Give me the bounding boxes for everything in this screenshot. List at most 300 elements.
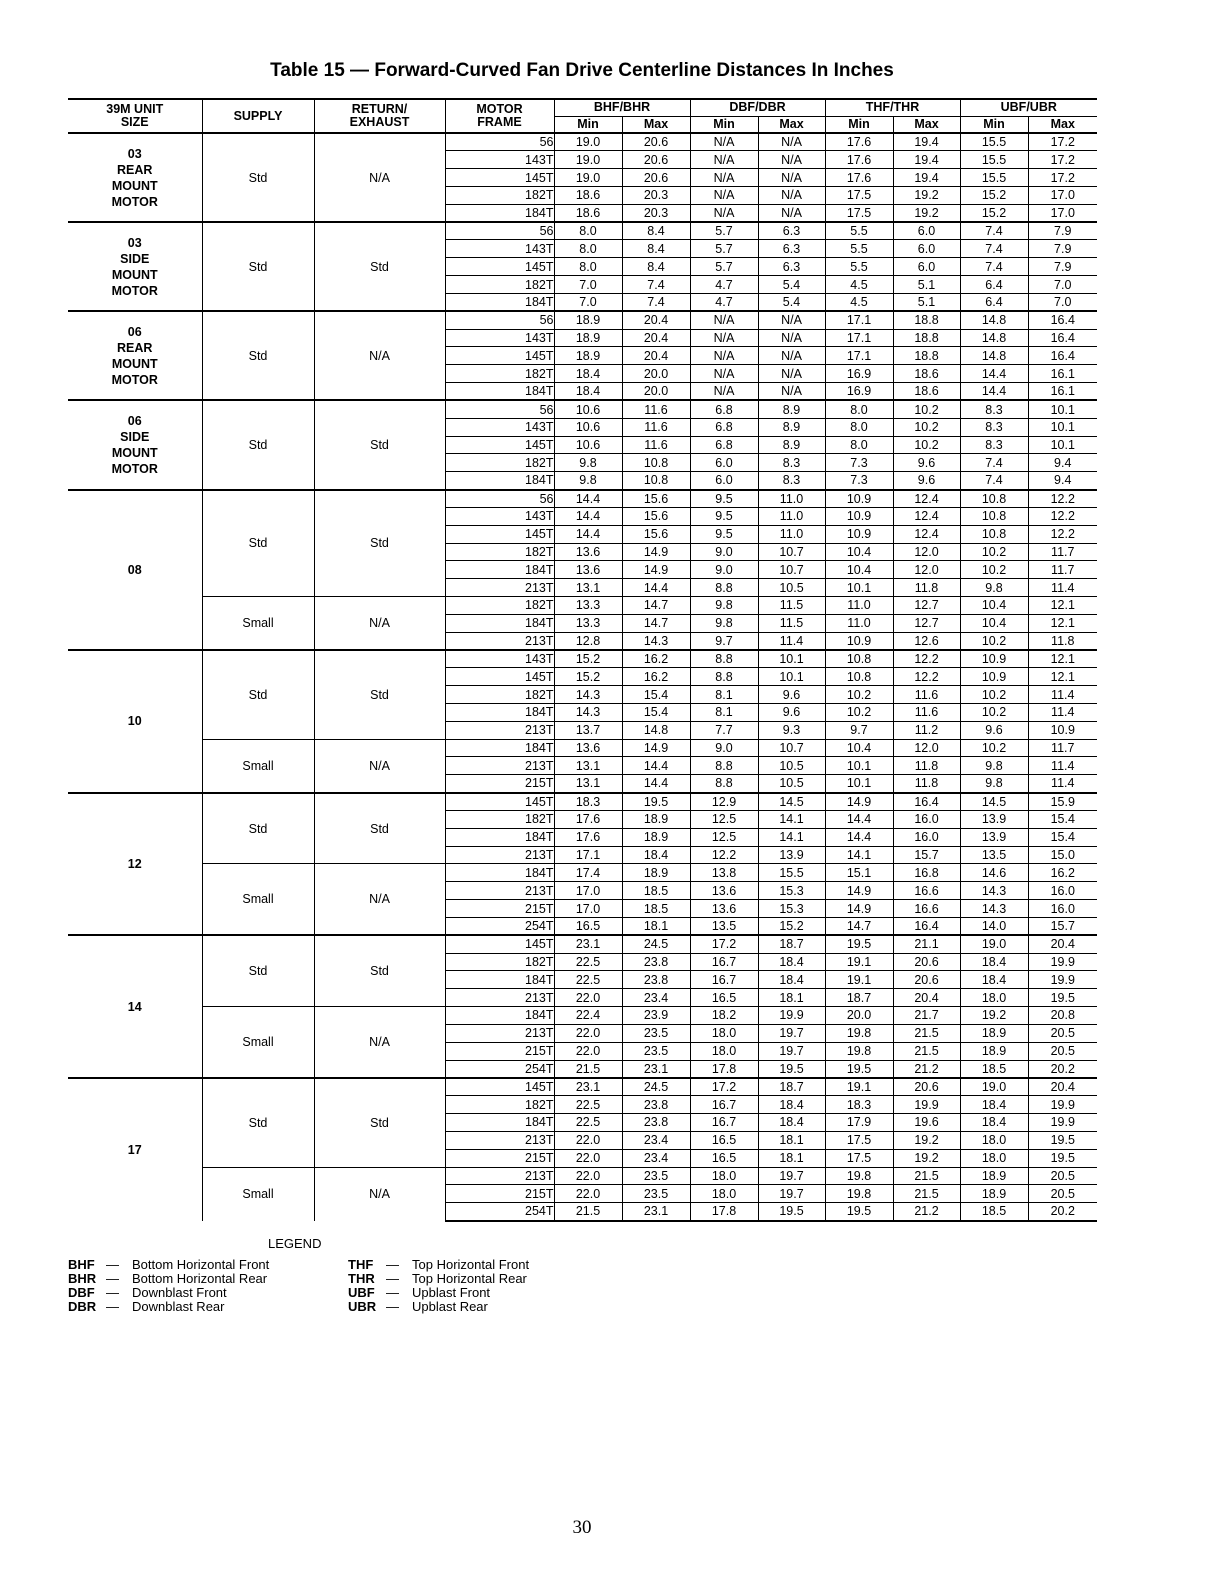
value-cell: 14.1 bbox=[825, 846, 893, 864]
value-cell: 13.1 bbox=[554, 757, 622, 775]
value-cell: 21.5 bbox=[554, 1060, 622, 1078]
value-cell: 17.6 bbox=[825, 151, 893, 169]
value-cell: 9.6 bbox=[758, 686, 825, 704]
value-cell: 10.4 bbox=[825, 543, 893, 561]
value-cell: 5.5 bbox=[825, 240, 893, 258]
value-cell: 10.9 bbox=[825, 507, 893, 525]
motor-frame-cell: 143T bbox=[445, 418, 554, 436]
value-cell: 18.6 bbox=[893, 365, 960, 383]
motor-frame-cell: 56 bbox=[445, 311, 554, 329]
value-cell: 18.4 bbox=[960, 1096, 1028, 1114]
value-cell: 9.8 bbox=[554, 454, 622, 472]
value-cell: 8.8 bbox=[690, 650, 758, 668]
value-cell: 10.4 bbox=[825, 561, 893, 579]
value-cell: 8.8 bbox=[690, 668, 758, 686]
value-cell: 20.4 bbox=[622, 311, 690, 329]
motor-frame-cell: 213T bbox=[445, 721, 554, 739]
motor-frame-cell: 184T bbox=[445, 828, 554, 846]
motor-frame-cell: 215T bbox=[445, 900, 554, 918]
legend-text: Top Horizontal Front bbox=[412, 1257, 530, 1272]
value-cell: 7.9 bbox=[1028, 258, 1097, 276]
value-cell: 10.2 bbox=[960, 561, 1028, 579]
value-cell: 8.3 bbox=[758, 472, 825, 490]
return-exhaust-cell: N/A bbox=[314, 1167, 445, 1220]
motor-frame-cell: 213T bbox=[445, 1167, 554, 1185]
value-cell: 6.0 bbox=[893, 258, 960, 276]
value-cell: 18.0 bbox=[690, 1167, 758, 1185]
value-cell: 4.7 bbox=[690, 293, 758, 311]
value-cell: 14.8 bbox=[622, 721, 690, 739]
value-cell: 15.2 bbox=[554, 668, 622, 686]
value-cell: 13.1 bbox=[554, 579, 622, 597]
value-cell: 23.4 bbox=[622, 1149, 690, 1167]
value-cell: 18.0 bbox=[960, 1131, 1028, 1149]
value-cell: N/A bbox=[758, 383, 825, 401]
value-cell: 11.8 bbox=[893, 775, 960, 793]
value-cell: 17.6 bbox=[825, 169, 893, 187]
table-row bbox=[68, 222, 1097, 240]
value-cell: 18.9 bbox=[622, 810, 690, 828]
value-cell: 10.1 bbox=[1028, 400, 1097, 418]
motor-frame-cell: 184T bbox=[445, 383, 554, 401]
value-cell: 15.6 bbox=[622, 525, 690, 543]
value-cell: 18.4 bbox=[554, 383, 622, 401]
value-cell: 6.4 bbox=[960, 293, 1028, 311]
value-cell: 14.4 bbox=[960, 383, 1028, 401]
value-cell: 11.6 bbox=[622, 436, 690, 454]
value-cell: 22.0 bbox=[554, 1131, 622, 1149]
value-cell: 10.8 bbox=[960, 525, 1028, 543]
value-cell: 19.8 bbox=[825, 1042, 893, 1060]
value-cell: 9.5 bbox=[690, 507, 758, 525]
value-cell: 13.9 bbox=[758, 846, 825, 864]
value-cell: 6.8 bbox=[690, 436, 758, 454]
value-cell: 12.2 bbox=[1028, 490, 1097, 508]
value-cell: 14.7 bbox=[825, 917, 893, 935]
value-cell: N/A bbox=[758, 133, 825, 151]
value-cell: 10.9 bbox=[1028, 721, 1097, 739]
value-cell: 16.0 bbox=[1028, 900, 1097, 918]
value-cell: 17.1 bbox=[554, 846, 622, 864]
motor-frame-cell: 182T bbox=[445, 365, 554, 383]
motor-frame-cell: 184T bbox=[445, 561, 554, 579]
value-cell: 14.4 bbox=[622, 775, 690, 793]
value-cell: 14.4 bbox=[960, 365, 1028, 383]
value-cell: 8.9 bbox=[758, 418, 825, 436]
value-cell: 12.8 bbox=[554, 632, 622, 650]
value-cell: 19.2 bbox=[893, 1149, 960, 1167]
table-title: Table 15 — Forward-Curved Fan Drive Centerline Distances In Inches bbox=[270, 60, 894, 81]
value-cell: 19.7 bbox=[758, 1185, 825, 1203]
return-exhaust-cell: Std bbox=[314, 400, 445, 489]
value-cell: 21.5 bbox=[893, 1167, 960, 1185]
value-cell: 18.9 bbox=[554, 329, 622, 347]
value-cell: 18.5 bbox=[960, 1060, 1028, 1078]
motor-frame-cell: 213T bbox=[445, 989, 554, 1007]
value-cell: 19.0 bbox=[554, 151, 622, 169]
motor-frame-cell: 213T bbox=[445, 757, 554, 775]
value-cell: 18.0 bbox=[960, 1149, 1028, 1167]
value-cell: 8.4 bbox=[622, 240, 690, 258]
value-cell: 4.5 bbox=[825, 276, 893, 294]
value-cell: 19.9 bbox=[758, 1007, 825, 1025]
legend-dash: — bbox=[386, 1285, 399, 1300]
value-cell: 11.0 bbox=[825, 597, 893, 615]
motor-frame-cell: 56 bbox=[445, 400, 554, 418]
value-cell: 18.2 bbox=[690, 1007, 758, 1025]
return-exhaust-cell: Std bbox=[314, 1078, 445, 1167]
value-cell: 14.8 bbox=[960, 347, 1028, 365]
value-cell: 14.4 bbox=[825, 828, 893, 846]
value-cell: 20.6 bbox=[893, 953, 960, 971]
value-cell: 10.9 bbox=[960, 650, 1028, 668]
value-cell: 16.4 bbox=[893, 917, 960, 935]
value-cell: 18.9 bbox=[960, 1167, 1028, 1185]
value-cell: 9.6 bbox=[893, 472, 960, 490]
centerline-distance-table bbox=[68, 98, 1097, 1222]
value-cell: 11.0 bbox=[758, 490, 825, 508]
value-cell: 14.9 bbox=[825, 882, 893, 900]
return-exhaust-cell: Std bbox=[314, 793, 445, 864]
value-cell: 19.9 bbox=[893, 1096, 960, 1114]
header-min: Min bbox=[690, 116, 758, 133]
value-cell: N/A bbox=[690, 186, 758, 204]
value-cell: 14.3 bbox=[554, 704, 622, 722]
value-cell: 10.7 bbox=[758, 739, 825, 757]
value-cell: 17.2 bbox=[690, 1078, 758, 1096]
value-cell: 16.2 bbox=[622, 668, 690, 686]
value-cell: 7.0 bbox=[554, 293, 622, 311]
value-cell: 12.5 bbox=[690, 810, 758, 828]
value-cell: 10.1 bbox=[825, 757, 893, 775]
supply-cell: Std bbox=[202, 400, 314, 489]
motor-frame-cell: 56 bbox=[445, 222, 554, 240]
supply-cell: Std bbox=[202, 133, 314, 222]
value-cell: 20.6 bbox=[622, 151, 690, 169]
value-cell: 22.0 bbox=[554, 1024, 622, 1042]
value-cell: 8.1 bbox=[690, 704, 758, 722]
motor-frame-cell: 182T bbox=[445, 686, 554, 704]
value-cell: 5.7 bbox=[690, 222, 758, 240]
value-cell: 23.1 bbox=[622, 1203, 690, 1221]
value-cell: 10.4 bbox=[960, 597, 1028, 615]
value-cell: 9.6 bbox=[893, 454, 960, 472]
value-cell: 19.2 bbox=[960, 1007, 1028, 1025]
value-cell: 22.5 bbox=[554, 1096, 622, 1114]
unit-size-cell: 10 bbox=[68, 650, 202, 793]
value-cell: 5.1 bbox=[893, 293, 960, 311]
value-cell: 16.9 bbox=[825, 383, 893, 401]
value-cell: 12.1 bbox=[1028, 614, 1097, 632]
value-cell: 23.5 bbox=[622, 1185, 690, 1203]
value-cell: 20.5 bbox=[1028, 1024, 1097, 1042]
value-cell: 22.4 bbox=[554, 1007, 622, 1025]
value-cell: 14.8 bbox=[960, 311, 1028, 329]
value-cell: 19.7 bbox=[758, 1042, 825, 1060]
motor-frame-cell: 182T bbox=[445, 1096, 554, 1114]
table-row bbox=[68, 1078, 1097, 1096]
value-cell: 7.4 bbox=[622, 293, 690, 311]
value-cell: 18.9 bbox=[554, 311, 622, 329]
header-supply: SUPPLY bbox=[202, 99, 314, 133]
value-cell: 17.9 bbox=[825, 1114, 893, 1132]
value-cell: 19.2 bbox=[893, 1131, 960, 1149]
legend-abbr: THR bbox=[348, 1271, 375, 1286]
value-cell: 10.2 bbox=[960, 686, 1028, 704]
value-cell: 23.8 bbox=[622, 953, 690, 971]
value-cell: 5.1 bbox=[893, 276, 960, 294]
value-cell: 10.7 bbox=[758, 561, 825, 579]
value-cell: 18.4 bbox=[960, 1114, 1028, 1132]
supply-cell: Std bbox=[202, 650, 314, 739]
value-cell: 10.8 bbox=[622, 472, 690, 490]
value-cell: 17.5 bbox=[825, 186, 893, 204]
motor-frame-cell: 184T bbox=[445, 739, 554, 757]
value-cell: 18.8 bbox=[893, 311, 960, 329]
value-cell: 12.9 bbox=[690, 793, 758, 811]
value-cell: 10.2 bbox=[960, 704, 1028, 722]
value-cell: 10.6 bbox=[554, 418, 622, 436]
motor-frame-cell: 143T bbox=[445, 329, 554, 347]
header-group-thf-thr: THF/THR bbox=[825, 99, 960, 116]
legend-column-right bbox=[348, 1258, 529, 1314]
value-cell: 14.9 bbox=[825, 900, 893, 918]
value-cell: 20.0 bbox=[622, 383, 690, 401]
table-row bbox=[68, 864, 1097, 882]
value-cell: 17.8 bbox=[690, 1060, 758, 1078]
value-cell: 15.6 bbox=[622, 490, 690, 508]
value-cell: 9.8 bbox=[690, 614, 758, 632]
legend-text: Bottom Horizontal Front bbox=[132, 1257, 270, 1272]
motor-frame-cell: 143T bbox=[445, 240, 554, 258]
value-cell: 17.2 bbox=[1028, 133, 1097, 151]
legend-abbr: THF bbox=[348, 1257, 374, 1272]
value-cell: 14.4 bbox=[622, 757, 690, 775]
value-cell: 16.5 bbox=[690, 989, 758, 1007]
value-cell: 6.8 bbox=[690, 418, 758, 436]
value-cell: 22.0 bbox=[554, 1042, 622, 1060]
value-cell: 16.9 bbox=[825, 365, 893, 383]
legend-item bbox=[348, 1300, 529, 1314]
value-cell: 7.9 bbox=[1028, 222, 1097, 240]
value-cell: 6.0 bbox=[893, 240, 960, 258]
value-cell: 18.5 bbox=[960, 1203, 1028, 1221]
motor-frame-cell: 145T bbox=[445, 525, 554, 543]
value-cell: 15.4 bbox=[622, 704, 690, 722]
motor-frame-cell: 213T bbox=[445, 632, 554, 650]
value-cell: 14.4 bbox=[622, 579, 690, 597]
value-cell: 19.5 bbox=[1028, 1149, 1097, 1167]
value-cell: 23.1 bbox=[554, 1078, 622, 1096]
supply-cell: Small bbox=[202, 1007, 314, 1078]
value-cell: 10.1 bbox=[825, 579, 893, 597]
value-cell: 15.6 bbox=[622, 507, 690, 525]
value-cell: 17.8 bbox=[690, 1203, 758, 1221]
value-cell: 19.4 bbox=[893, 151, 960, 169]
return-exhaust-cell: N/A bbox=[314, 597, 445, 650]
value-cell: 16.7 bbox=[690, 1096, 758, 1114]
value-cell: 10.8 bbox=[825, 668, 893, 686]
value-cell: 17.6 bbox=[825, 133, 893, 151]
value-cell: 21.2 bbox=[893, 1203, 960, 1221]
unit-size-cell: 06 REAR MOUNT MOTOR bbox=[68, 311, 202, 400]
value-cell: 18.9 bbox=[622, 864, 690, 882]
value-cell: 6.0 bbox=[690, 454, 758, 472]
value-cell: 22.0 bbox=[554, 1149, 622, 1167]
value-cell: 14.9 bbox=[622, 561, 690, 579]
supply-cell: Std bbox=[202, 935, 314, 1006]
value-cell: 8.8 bbox=[690, 775, 758, 793]
motor-frame-cell: 254T bbox=[445, 1203, 554, 1221]
value-cell: 19.8 bbox=[825, 1167, 893, 1185]
legend-text: Upblast Front bbox=[412, 1285, 491, 1300]
value-cell: 20.4 bbox=[1028, 1078, 1097, 1096]
motor-frame-cell: 145T bbox=[445, 347, 554, 365]
value-cell: 17.1 bbox=[825, 347, 893, 365]
value-cell: 11.7 bbox=[1028, 543, 1097, 561]
value-cell: 17.1 bbox=[825, 311, 893, 329]
value-cell: 19.9 bbox=[1028, 1114, 1097, 1132]
value-cell: 9.4 bbox=[1028, 454, 1097, 472]
value-cell: 23.5 bbox=[622, 1024, 690, 1042]
value-cell: 21.5 bbox=[893, 1024, 960, 1042]
value-cell: 11.6 bbox=[893, 704, 960, 722]
value-cell: 14.3 bbox=[960, 882, 1028, 900]
value-cell: 19.8 bbox=[825, 1185, 893, 1203]
value-cell: 18.7 bbox=[825, 989, 893, 1007]
legend-text: Downblast Rear bbox=[132, 1299, 225, 1314]
value-cell: 9.0 bbox=[690, 543, 758, 561]
value-cell: 13.7 bbox=[554, 721, 622, 739]
value-cell: 8.3 bbox=[960, 400, 1028, 418]
value-cell: 11.0 bbox=[758, 507, 825, 525]
value-cell: 18.6 bbox=[893, 383, 960, 401]
table-row bbox=[68, 935, 1097, 953]
legend-item bbox=[68, 1300, 269, 1314]
value-cell: 18.6 bbox=[554, 204, 622, 222]
value-cell: 8.9 bbox=[758, 400, 825, 418]
value-cell: 19.6 bbox=[893, 1114, 960, 1132]
value-cell: 10.6 bbox=[554, 436, 622, 454]
motor-frame-cell: 213T bbox=[445, 1024, 554, 1042]
value-cell: 19.2 bbox=[893, 186, 960, 204]
motor-frame-cell: 145T bbox=[445, 668, 554, 686]
value-cell: 10.5 bbox=[758, 775, 825, 793]
value-cell: 23.1 bbox=[622, 1060, 690, 1078]
value-cell: 11.4 bbox=[1028, 775, 1097, 793]
value-cell: 6.8 bbox=[690, 400, 758, 418]
value-cell: 18.4 bbox=[554, 365, 622, 383]
value-cell: 17.6 bbox=[554, 810, 622, 828]
return-exhaust-cell: N/A bbox=[314, 311, 445, 400]
value-cell: 21.5 bbox=[554, 1203, 622, 1221]
value-cell: 5.4 bbox=[758, 276, 825, 294]
value-cell: 16.5 bbox=[690, 1149, 758, 1167]
value-cell: 18.1 bbox=[758, 1131, 825, 1149]
value-cell: 19.1 bbox=[825, 971, 893, 989]
value-cell: 17.1 bbox=[825, 329, 893, 347]
value-cell: 18.7 bbox=[758, 1078, 825, 1096]
value-cell: 19.5 bbox=[758, 1203, 825, 1221]
value-cell: N/A bbox=[758, 329, 825, 347]
value-cell: 12.2 bbox=[893, 650, 960, 668]
value-cell: 19.0 bbox=[960, 1078, 1028, 1096]
legend-dash: — bbox=[106, 1271, 119, 1286]
value-cell: 15.2 bbox=[554, 650, 622, 668]
motor-frame-cell: 254T bbox=[445, 917, 554, 935]
value-cell: 20.0 bbox=[825, 1007, 893, 1025]
value-cell: 8.9 bbox=[758, 436, 825, 454]
value-cell: N/A bbox=[758, 311, 825, 329]
legend-item bbox=[68, 1258, 269, 1272]
value-cell: 20.4 bbox=[622, 329, 690, 347]
motor-frame-cell: 145T bbox=[445, 258, 554, 276]
motor-frame-cell: 184T bbox=[445, 1007, 554, 1025]
value-cell: 18.4 bbox=[758, 1114, 825, 1132]
value-cell: 14.9 bbox=[622, 739, 690, 757]
value-cell: 8.0 bbox=[825, 436, 893, 454]
value-cell: 11.6 bbox=[622, 418, 690, 436]
value-cell: 13.3 bbox=[554, 597, 622, 615]
value-cell: 19.4 bbox=[893, 169, 960, 187]
value-cell: 15.5 bbox=[960, 133, 1028, 151]
value-cell: 20.3 bbox=[622, 186, 690, 204]
value-cell: N/A bbox=[690, 311, 758, 329]
legend-item bbox=[68, 1286, 269, 1300]
value-cell: 18.5 bbox=[622, 882, 690, 900]
value-cell: 12.4 bbox=[893, 507, 960, 525]
value-cell: 12.5 bbox=[690, 828, 758, 846]
value-cell: 20.2 bbox=[1028, 1203, 1097, 1221]
value-cell: 23.5 bbox=[622, 1167, 690, 1185]
value-cell: 14.1 bbox=[758, 810, 825, 828]
unit-size-cell: 08 bbox=[68, 490, 202, 650]
value-cell: 20.4 bbox=[893, 989, 960, 1007]
value-cell: 20.6 bbox=[893, 1078, 960, 1096]
value-cell: N/A bbox=[690, 383, 758, 401]
table-row bbox=[68, 739, 1097, 757]
value-cell: 19.5 bbox=[622, 793, 690, 811]
value-cell: 18.9 bbox=[960, 1185, 1028, 1203]
legend-abbr: BHF bbox=[68, 1257, 95, 1272]
table-row bbox=[68, 400, 1097, 418]
motor-frame-cell: 215T bbox=[445, 775, 554, 793]
header-max: Max bbox=[758, 116, 825, 133]
value-cell: 14.7 bbox=[622, 597, 690, 615]
value-cell: 13.5 bbox=[690, 917, 758, 935]
value-cell: N/A bbox=[758, 204, 825, 222]
value-cell: 13.5 bbox=[960, 846, 1028, 864]
value-cell: 8.0 bbox=[554, 258, 622, 276]
header-group-dbf-dbr: DBF/DBR bbox=[690, 99, 825, 116]
value-cell: 20.6 bbox=[893, 971, 960, 989]
table-row bbox=[68, 597, 1097, 615]
value-cell: 12.6 bbox=[893, 632, 960, 650]
value-cell: 8.0 bbox=[825, 400, 893, 418]
value-cell: 8.1 bbox=[690, 686, 758, 704]
legend-abbr: DBF bbox=[68, 1285, 95, 1300]
value-cell: 20.4 bbox=[1028, 935, 1097, 953]
value-cell: 12.7 bbox=[893, 614, 960, 632]
value-cell: 12.2 bbox=[1028, 507, 1097, 525]
value-cell: 16.0 bbox=[1028, 882, 1097, 900]
value-cell: 9.6 bbox=[960, 721, 1028, 739]
value-cell: 14.1 bbox=[758, 828, 825, 846]
legend-abbr: UBF bbox=[348, 1285, 375, 1300]
header-group-bhf-bhr: BHF/BHR bbox=[554, 99, 690, 116]
supply-cell: Std bbox=[202, 311, 314, 400]
value-cell: 12.1 bbox=[1028, 597, 1097, 615]
